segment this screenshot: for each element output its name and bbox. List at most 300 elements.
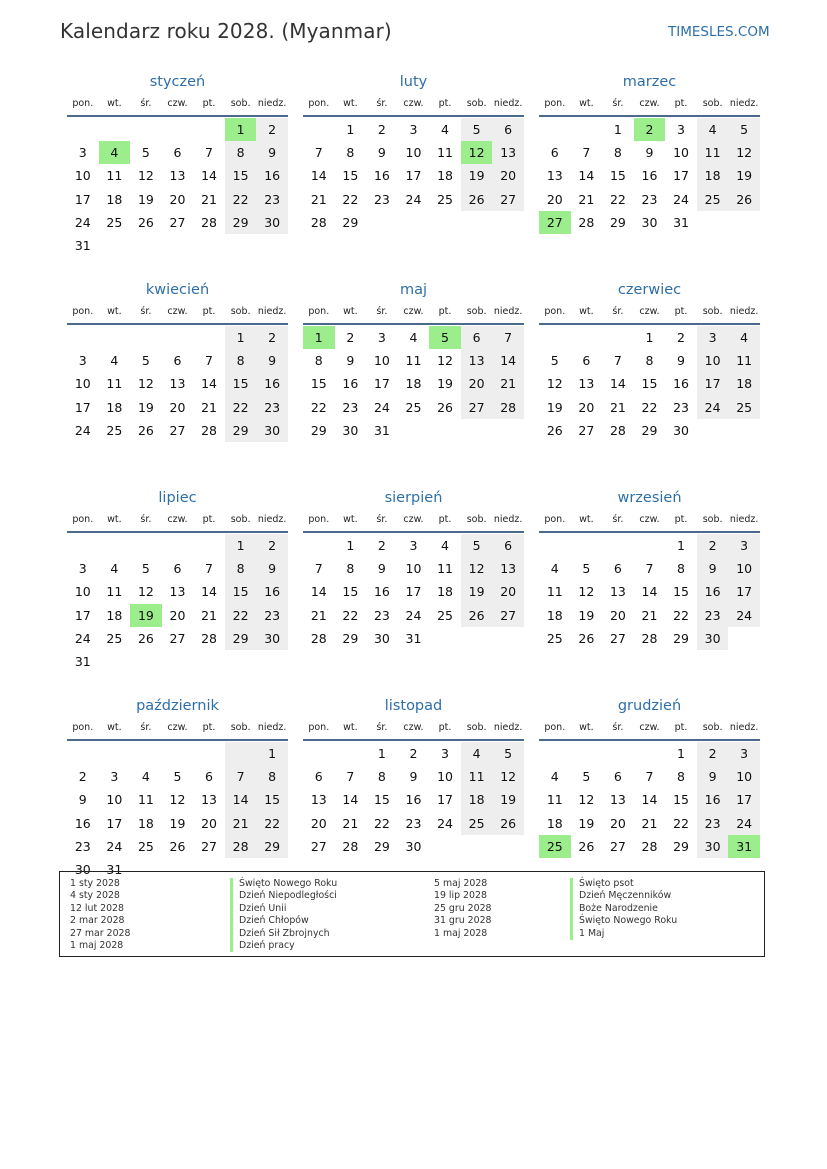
header-divider (67, 739, 288, 741)
day-cell: 9 (697, 557, 729, 580)
day-cell: 3 (78, 561, 87, 577)
empty-day-cell (571, 326, 603, 349)
day-cell: 13 (169, 168, 186, 184)
day-cell: 2 (697, 742, 729, 765)
holiday-day-cell: 27 (539, 211, 571, 234)
weekday-header (67, 717, 288, 739)
day-cell: 8 (677, 561, 685, 577)
day-cell: 4 (697, 118, 729, 141)
day-cell: 14 (310, 168, 327, 184)
weekday-label: niedz. (493, 306, 523, 317)
day-cell: 13 (492, 557, 524, 580)
day-cell: 11 (697, 141, 729, 164)
day-cell: 16 (405, 792, 422, 808)
day-cell: 12 (137, 168, 154, 184)
day-cell: 8 (645, 353, 654, 369)
day-cell: 24 (106, 838, 123, 854)
empty-day-cell (303, 534, 335, 557)
day-cell: 7 (492, 326, 524, 349)
days-grid (539, 326, 760, 442)
month-calendar (539, 279, 760, 487)
month-name: kwiecień (145, 282, 210, 298)
day-cell: 18 (437, 168, 453, 184)
day-cell: 27 (609, 838, 626, 854)
month-calendar (67, 487, 288, 695)
empty-day-cell (303, 118, 335, 141)
weekday-label: czw. (167, 514, 188, 525)
day-cell: 28 (492, 396, 524, 419)
month-calendar (303, 487, 524, 695)
day-cell: 14 (310, 584, 327, 600)
day-cell: 19 (461, 164, 493, 187)
day-cell: 14 (201, 168, 217, 184)
weekday-header (67, 93, 288, 115)
month-calendar (67, 279, 288, 487)
day-cell: 19 (437, 376, 453, 392)
day-cell: 1 (677, 746, 685, 761)
empty-day-cell (99, 118, 131, 141)
weekday-label: śr. (376, 514, 388, 525)
day-cell: 21 (201, 399, 217, 415)
weekday-label: wt. (579, 306, 594, 317)
weekday-label: sob. (466, 722, 487, 733)
day-cell: 18 (437, 584, 453, 600)
weekday-label: wt. (343, 98, 358, 109)
day-cell: 8 (677, 769, 685, 785)
day-cell: 17 (728, 580, 760, 603)
day-cell: 15 (373, 792, 390, 808)
day-cell: 25 (697, 188, 729, 211)
header-divider (539, 739, 760, 741)
day-cell: 9 (645, 145, 654, 161)
day-cell: 9 (409, 769, 418, 785)
day-cell: 27 (169, 630, 186, 646)
calendar-grid (67, 71, 760, 903)
weekday-label: niedz. (257, 98, 287, 109)
day-cell: 28 (201, 214, 217, 230)
weekday-header (303, 93, 524, 115)
day-cell: 5 (492, 742, 524, 765)
weekday-header (539, 509, 760, 531)
day-cell: 12 (169, 792, 186, 808)
day-cell: 25 (437, 607, 453, 623)
day-cell: 9 (677, 353, 685, 369)
day-cell: 9 (78, 792, 87, 808)
weekday-label: śr. (376, 722, 388, 733)
day-cell: 4 (550, 769, 559, 785)
legend-date: 1 maj 2028 (434, 927, 488, 939)
empty-day-cell (193, 534, 225, 557)
day-cell: 6 (461, 326, 493, 349)
day-cell: 2 (697, 534, 729, 557)
day-cell: 2 (78, 769, 87, 785)
day-cell: 14 (609, 376, 626, 392)
weekday-label: pon. (72, 98, 94, 109)
day-cell: 20 (492, 580, 524, 603)
holiday-day-cell: 25 (539, 835, 571, 858)
days-grid (67, 742, 288, 881)
empty-day-cell (99, 326, 131, 349)
day-cell: 15 (310, 376, 327, 392)
day-cell: 4 (110, 561, 119, 577)
holiday-legend (59, 871, 765, 957)
day-cell: 16 (74, 815, 91, 831)
month-name: maj (399, 282, 428, 298)
day-cell: 5 (728, 118, 760, 141)
weekday-label: pon. (308, 514, 330, 525)
weekday-label: niedz. (493, 98, 523, 109)
month-calendar (539, 71, 760, 279)
day-cell: 1 (613, 122, 622, 137)
day-cell: 25 (546, 630, 563, 646)
day-cell: 27 (201, 838, 217, 854)
day-cell: 24 (373, 399, 390, 415)
day-cell: 25 (106, 422, 123, 438)
day-cell: 6 (582, 353, 591, 369)
day-cell: 20 (578, 399, 595, 415)
day-cell: 30 (641, 214, 658, 230)
weekday-label: śr. (140, 514, 152, 525)
weekday-label: wt. (343, 722, 358, 733)
empty-day-cell (162, 742, 194, 765)
day-cell: 16 (256, 580, 288, 603)
day-cell: 8 (225, 557, 257, 580)
empty-day-cell (162, 534, 194, 557)
legend-holiday-name: Święto Nowego Roku (230, 878, 337, 890)
weekday-label: wt. (107, 514, 122, 525)
empty-day-cell (634, 742, 666, 765)
day-cell: 17 (106, 815, 123, 831)
legend-dates-right (434, 878, 492, 940)
day-cell: 28 (201, 422, 217, 438)
legend-holiday-name: 1 Maj (570, 928, 677, 940)
day-cell: 30 (256, 627, 288, 650)
day-cell: 3 (441, 746, 449, 761)
brand-link[interactable]: TIMESLES.COM (668, 24, 770, 40)
day-cell: 19 (461, 580, 493, 603)
day-cell: 24 (74, 630, 91, 646)
day-cell: 1 (377, 746, 386, 761)
day-cell: 8 (256, 765, 288, 788)
day-cell: 16 (256, 372, 288, 395)
day-cell: 3 (728, 742, 760, 765)
weekday-label: sob. (230, 722, 251, 733)
day-cell: 7 (314, 145, 323, 161)
day-cell: 24 (74, 422, 91, 438)
month-name: lipiec (158, 490, 197, 506)
day-cell: 21 (609, 399, 626, 415)
day-cell: 12 (728, 141, 760, 164)
day-cell: 14 (641, 584, 658, 600)
header-divider (67, 323, 288, 325)
weekday-label: czw. (403, 306, 424, 317)
day-cell: 8 (346, 561, 355, 577)
day-cell: 21 (641, 607, 658, 623)
day-cell: 3 (110, 769, 119, 785)
weekday-label: pt. (202, 306, 216, 317)
day-cell: 17 (437, 792, 453, 808)
day-cell: 17 (728, 788, 760, 811)
day-cell: 12 (492, 765, 524, 788)
day-cell: 18 (697, 164, 729, 187)
day-cell: 29 (609, 214, 626, 230)
day-cell: 30 (405, 838, 422, 854)
month-name: październik (136, 698, 219, 714)
weekday-label: czw. (403, 98, 424, 109)
empty-day-cell (571, 534, 603, 557)
day-cell: 18 (106, 399, 123, 415)
day-cell: 7 (582, 145, 591, 161)
day-cell: 12 (578, 792, 595, 808)
legend-date: 5 maj 2028 (434, 878, 488, 889)
day-cell: 25 (437, 191, 453, 207)
holiday-day-cell: 1 (225, 118, 257, 141)
empty-day-cell (99, 742, 131, 765)
day-cell: 19 (578, 607, 595, 623)
day-cell: 1 (346, 122, 355, 137)
day-cell: 27 (609, 630, 626, 646)
weekday-label: pon. (544, 722, 566, 733)
day-cell: 30 (256, 419, 288, 442)
day-cell: 10 (728, 557, 760, 580)
weekday-header (303, 509, 524, 531)
day-cell: 28 (641, 630, 658, 646)
weekday-label: czw. (403, 722, 424, 733)
day-cell: 26 (492, 812, 524, 835)
day-cell: 9 (256, 141, 288, 164)
weekday-label: pt. (674, 514, 688, 525)
day-cell: 4 (441, 122, 449, 137)
weekday-label: czw. (167, 722, 188, 733)
legend-date: 4 sty 2028 (70, 890, 120, 902)
day-cell: 27 (310, 838, 327, 854)
day-cell: 15 (673, 584, 689, 600)
day-cell: 23 (256, 188, 288, 211)
day-cell: 18 (728, 372, 760, 395)
day-cell: 27 (578, 422, 595, 438)
day-cell: 23 (74, 838, 91, 854)
day-cell: 9 (377, 145, 386, 161)
day-cell: 5 (582, 561, 591, 577)
day-cell: 16 (342, 376, 359, 392)
empty-day-cell (571, 742, 603, 765)
empty-day-cell (539, 326, 571, 349)
weekday-label: czw. (167, 306, 188, 317)
legend-dates-left (70, 878, 130, 952)
day-cell: 22 (673, 815, 689, 831)
day-cell: 26 (461, 188, 493, 211)
day-cell: 10 (74, 584, 91, 600)
empty-day-cell (571, 118, 603, 141)
day-cell: 30 (697, 627, 729, 650)
day-cell: 23 (641, 191, 658, 207)
weekday-label: czw. (167, 98, 188, 109)
day-cell: 17 (405, 584, 422, 600)
empty-day-cell (162, 326, 194, 349)
header-divider (303, 531, 524, 533)
weekday-label: pon. (308, 98, 330, 109)
weekday-label: śr. (376, 98, 388, 109)
weekday-label: śr. (612, 98, 624, 109)
day-cell: 15 (225, 372, 257, 395)
day-cell: 4 (409, 330, 418, 345)
empty-day-cell (634, 534, 666, 557)
day-cell: 23 (673, 399, 689, 415)
day-cell: 22 (225, 604, 257, 627)
day-cell: 31 (373, 422, 390, 438)
day-cell: 14 (578, 168, 595, 184)
day-cell: 20 (310, 815, 327, 831)
day-cell: 19 (169, 815, 186, 831)
day-cell: 18 (106, 191, 123, 207)
month-calendar (539, 487, 760, 695)
day-cell: 9 (256, 557, 288, 580)
weekday-label: śr. (612, 306, 624, 317)
day-cell: 26 (546, 422, 563, 438)
day-cell: 12 (578, 584, 595, 600)
holiday-day-cell: 2 (634, 118, 666, 141)
day-cell: 19 (137, 399, 154, 415)
weekday-label: sob. (230, 514, 251, 525)
month-name: luty (399, 74, 428, 90)
day-cell: 8 (314, 353, 323, 369)
holiday-day-cell: 12 (461, 141, 493, 164)
day-cell: 19 (546, 399, 563, 415)
day-cell: 21 (201, 191, 217, 207)
day-cell: 21 (310, 191, 327, 207)
day-cell: 6 (492, 534, 524, 557)
day-cell: 3 (677, 122, 685, 137)
day-cell: 9 (697, 765, 729, 788)
weekday-label: pt. (674, 722, 688, 733)
day-cell: 26 (578, 838, 595, 854)
weekday-label: pt. (202, 722, 216, 733)
day-cell: 1 (256, 742, 288, 765)
empty-day-cell (67, 742, 99, 765)
day-cell: 29 (256, 835, 288, 858)
holiday-day-cell: 19 (130, 604, 162, 627)
day-cell: 25 (405, 399, 422, 415)
header-divider (67, 531, 288, 533)
empty-day-cell (67, 118, 99, 141)
day-cell: 23 (373, 607, 390, 623)
weekday-label: pon. (544, 98, 566, 109)
day-cell: 20 (169, 399, 186, 415)
day-cell: 13 (310, 792, 327, 808)
day-cell: 27 (169, 422, 186, 438)
day-cell: 20 (169, 191, 186, 207)
day-cell: 29 (342, 630, 359, 646)
weekday-header (303, 301, 524, 323)
day-cell: 15 (342, 584, 359, 600)
day-cell: 5 (461, 118, 493, 141)
day-cell: 22 (256, 812, 288, 835)
day-cell: 21 (310, 607, 327, 623)
days-grid (303, 118, 524, 234)
weekday-label: wt. (579, 722, 594, 733)
day-cell: 23 (342, 399, 359, 415)
day-cell: 26 (437, 399, 453, 415)
page-title: Kalendarz roku 2028. (Myanmar) (60, 19, 392, 43)
day-cell: 6 (492, 118, 524, 141)
day-cell: 19 (492, 788, 524, 811)
day-cell: 6 (173, 561, 182, 577)
weekday-label: pt. (674, 98, 688, 109)
day-cell: 9 (256, 349, 288, 372)
empty-day-cell (130, 742, 162, 765)
holiday-day-cell: 4 (99, 141, 131, 164)
empty-day-cell (539, 118, 571, 141)
day-cell: 3 (78, 353, 87, 369)
days-grid (303, 326, 524, 442)
day-cell: 10 (106, 792, 123, 808)
weekday-label: czw. (639, 722, 660, 733)
weekday-label: śr. (376, 306, 388, 317)
day-cell: 15 (256, 788, 288, 811)
day-cell: 29 (225, 419, 257, 442)
day-cell: 31 (74, 653, 91, 669)
weekday-label: pon. (308, 722, 330, 733)
day-cell: 11 (461, 765, 493, 788)
day-cell: 14 (225, 788, 257, 811)
day-cell: 5 (173, 769, 182, 785)
day-cell: 1 (225, 326, 257, 349)
day-cell: 29 (342, 214, 359, 230)
day-cell: 24 (728, 604, 760, 627)
day-cell: 24 (697, 396, 729, 419)
day-cell: 9 (346, 353, 355, 369)
day-cell: 10 (405, 145, 422, 161)
day-cell: 22 (641, 399, 658, 415)
weekday-label: czw. (403, 514, 424, 525)
day-cell: 23 (256, 604, 288, 627)
weekday-label: pon. (72, 306, 94, 317)
day-cell: 28 (310, 630, 327, 646)
empty-day-cell (193, 326, 225, 349)
month-calendar (303, 71, 524, 279)
empty-day-cell (335, 742, 367, 765)
day-cell: 17 (673, 168, 689, 184)
day-cell: 22 (609, 191, 626, 207)
day-cell: 23 (697, 604, 729, 627)
day-cell: 4 (461, 742, 493, 765)
day-cell: 17 (697, 372, 729, 395)
legend-date: 19 lip 2028 (434, 890, 487, 902)
weekday-label: pon. (72, 514, 94, 525)
day-cell: 2 (409, 746, 418, 761)
day-cell: 10 (74, 168, 91, 184)
day-cell: 7 (225, 765, 257, 788)
day-cell: 20 (461, 372, 493, 395)
day-cell: 24 (673, 191, 689, 207)
day-cell: 14 (201, 584, 217, 600)
header-divider (539, 323, 760, 325)
weekday-label: niedz. (729, 98, 759, 109)
day-cell: 8 (377, 769, 386, 785)
day-cell: 26 (169, 838, 186, 854)
day-cell: 6 (314, 769, 323, 785)
day-cell: 17 (373, 376, 390, 392)
day-cell: 28 (310, 214, 327, 230)
header-divider (303, 115, 524, 117)
day-cell: 10 (728, 765, 760, 788)
day-cell: 31 (74, 237, 91, 253)
day-cell: 13 (609, 792, 626, 808)
weekday-label: niedz. (257, 722, 287, 733)
day-cell: 29 (225, 627, 257, 650)
weekday-label: pt. (438, 514, 452, 525)
day-cell: 25 (461, 812, 493, 835)
